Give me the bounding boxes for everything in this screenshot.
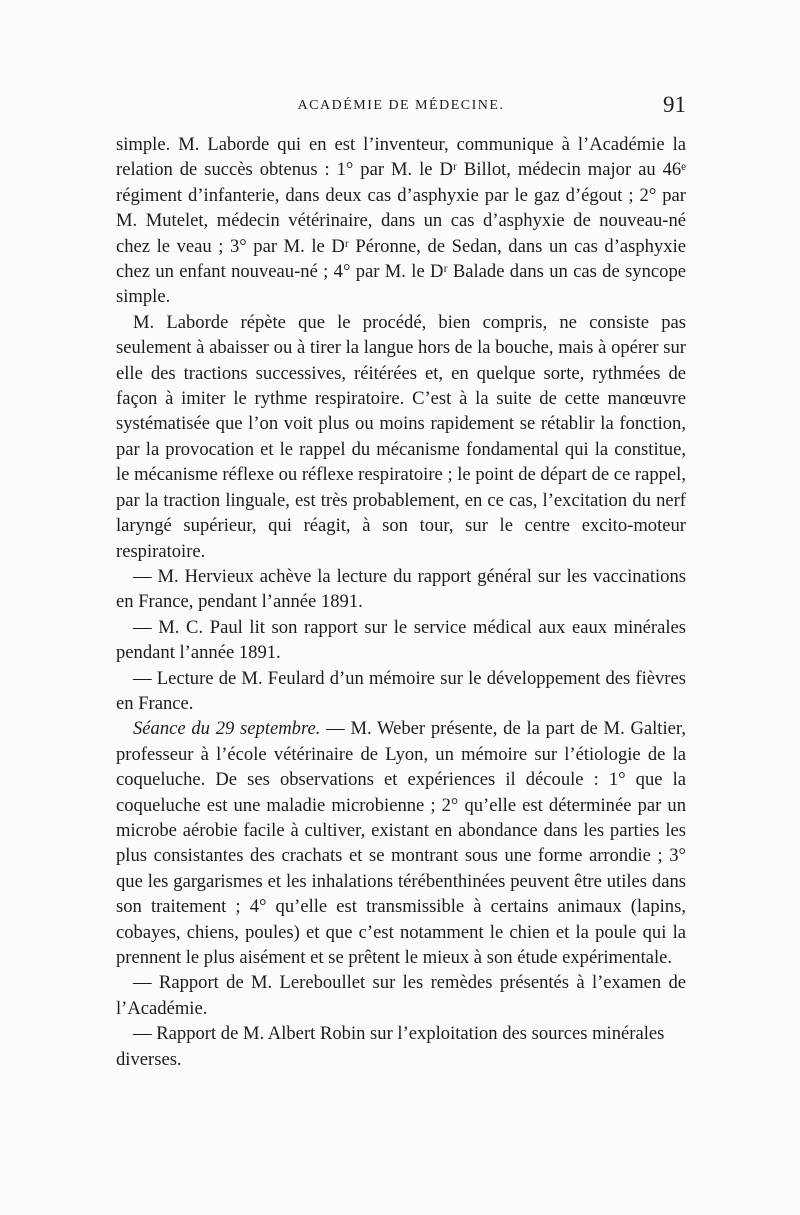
running-head (116, 92, 686, 132)
seance-date: Séance du 29 septembre. (133, 718, 321, 740)
paragraph-feulard: — Lecture de M. Feulard d’un mémoire sur le développement des fièvres en France. (116, 667, 686, 714)
paragraph-seance-29-septembre (116, 716, 686, 970)
seance-text: — M. Weber présente, de la part de M. Galtier, professeur à l’école vétérinaire de Lyon, un mémoire sur l’étiologie de la coqueluche. De ses observations et expériences il découle : 1° que la coqueluche est une maladie microbienne ; 2° qu’elle est déterminée par un microbe aérobie facile à cultiver, existant en abondance dans les parties les plus consistantes des crachats et se montrant sous une forme arrondie ; 3° que les gargarismes et les inhalations térébenthinées peuvent être utiles dans son traitement ; 4° qu’elle est transmissible à certains animaux (lapins, cobayes, chiens, poules) et que c’est notamment le chien et la poule qui la prennent le plus aisément et se prêtent le mieux à son étude expérimentale. (116, 718, 686, 968)
paragraph-laborde-procedure: M. Laborde répète que le procédé, bien compris, ne consiste pas seulement à abaisser ou à tirer la langue hors de la bouche, mais à opérer sur elle des tractions successives, réitérées et, en quelque sorte, rythmées de façon à imiter le rythme respiratoire. C’est à la suite de cette manœuvre systématisée que l’on voit plus ou moins rapidement se rétablir la fonction, par la provocation et le rappel du mécanisme fondamental qui la constitue, le mécanisme réflexe ou réflexe respiratoire ; le point de départ de ce rappel, par la traction linguale, est très probablement, en ce cas, l’excitation du nerf laryngé supérieur, qui réagit, à son tour, sur le centre excito-moteur respiratoire. (116, 311, 686, 562)
paragraph-laborde-results: simple. M. Laborde qui en est l’inventeur, communique à l’Académie la relation de succès obtenus : 1° par M. le Dʳ Billot, médecin major au 46ᵉ régiment d’infanterie, dans deux cas d’asphyxie par le gaz d’égout ; 2° par M. Mutelet, médecin vétérinaire, dans un cas d’asphyxie de nouveau-né chez le veau ; 3° par M. le Dʳ Péronne, de Sedan, dans un cas d’asphyxie chez un enfant nouveau-né ; 4° par M. le Dʳ Balade dans un cas de syncope simple. (116, 134, 686, 308)
paragraph-robin: — Rapport de M. Albert Robin sur l’exploitation des sources minérales diverses. (116, 1023, 665, 1070)
paragraph-paul: — M. C. Paul lit son rapport sur le service médical aux eaux minérales pendant l’année 1891. (116, 616, 686, 664)
page-number: 91 (663, 92, 686, 117)
page-body (116, 132, 686, 1072)
running-title: ACADÉMIE DE MÉDECINE. (297, 98, 505, 113)
book-page (116, 92, 686, 1072)
paragraph-hervieux: — M. Hervieux achève la lecture du rapport général sur les vaccinations en France, pendant l’année 1891. (116, 565, 686, 613)
paragraph-lereboullet: — Rapport de M. Lereboullet sur les remèdes présentés à l’examen de l’Académie. (116, 972, 686, 1019)
